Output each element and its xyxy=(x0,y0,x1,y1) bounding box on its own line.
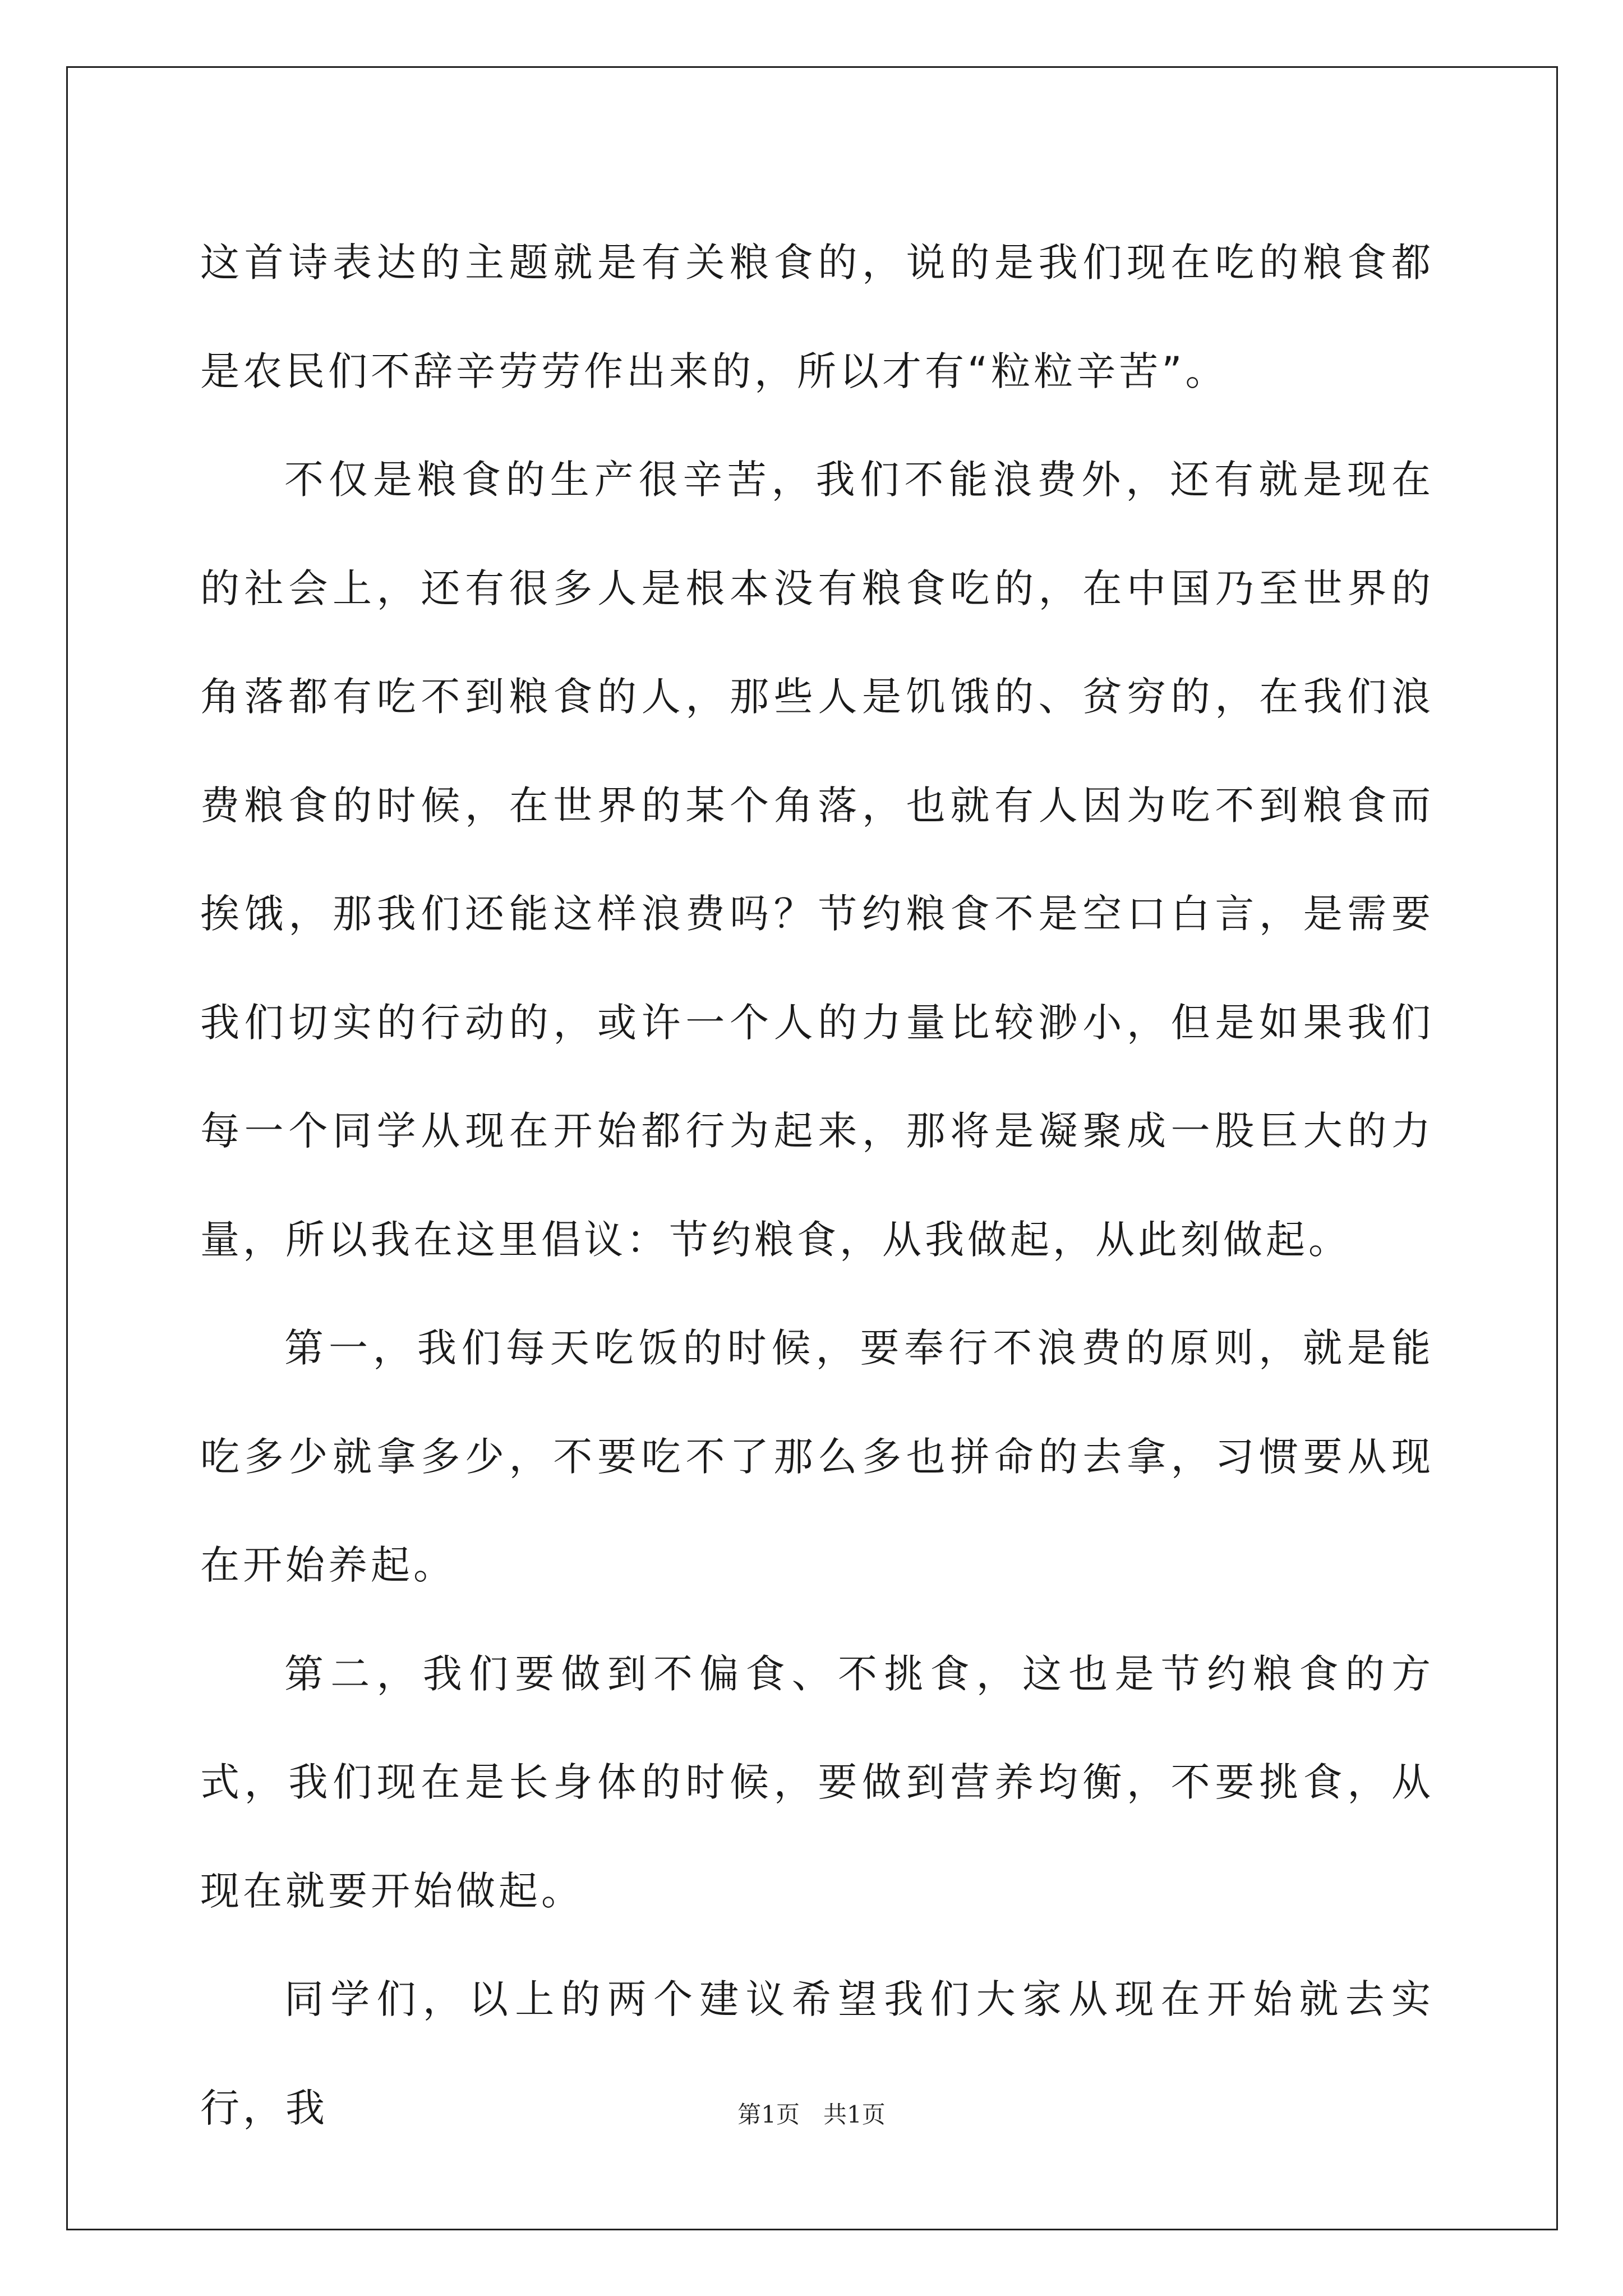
paragraph-5: 同学们，以上的两个建议希望我们大家从现在开始就去实行，我 xyxy=(200,1976,1434,2131)
paragraph-3: 第一，我们每天吃饭的时候，要奉行不浪费的原则，就是能吃多少就拿多少，不要吃不了那么多也拼命的去拿，习惯要从现在开始养起。 xyxy=(200,1325,1434,1588)
paragraph-2: 不仅是粮食的生产很辛苦，我们不能浪费外，还有就是现在的社会上，还有很多人是根本没有粮食吃的，在中国乃至世界的角落都有吃不到粮食的人，那些人是饥饿的、贫穷的，在我们浪费粮食的时候，在世界的某个角落，也就有人因为吃不到粮食而挨饿，那我们还能这样浪费吗？节约粮食不是空口白言，是需要我们切实的行动的，或许一个人的力量比较渺小，但是如果我们每一个同学从现在开始都行为起来，那将是凝聚成一股巨大的力量，所以我在这里倡议：节约粮食，从我做起，从此刻做起。 xyxy=(200,457,1434,1263)
paragraph-4: 第二，我们要做到不偏食、不挑食，这也是节约粮食的方式，我们现在是长身体的时候，要做到营养均衡，不要挑食，从现在就要开始做起。 xyxy=(200,1650,1434,1914)
page-number-footer: 第1页 共1页 xyxy=(737,2101,886,2128)
paragraph-1: 这首诗表达的主题就是有关粮食的，说的是我们现在吃的粮食都是农民们不辞辛劳劳作出来的，所以才有“粒粒辛苦”。 xyxy=(200,240,1434,394)
document-body xyxy=(200,209,1434,2162)
